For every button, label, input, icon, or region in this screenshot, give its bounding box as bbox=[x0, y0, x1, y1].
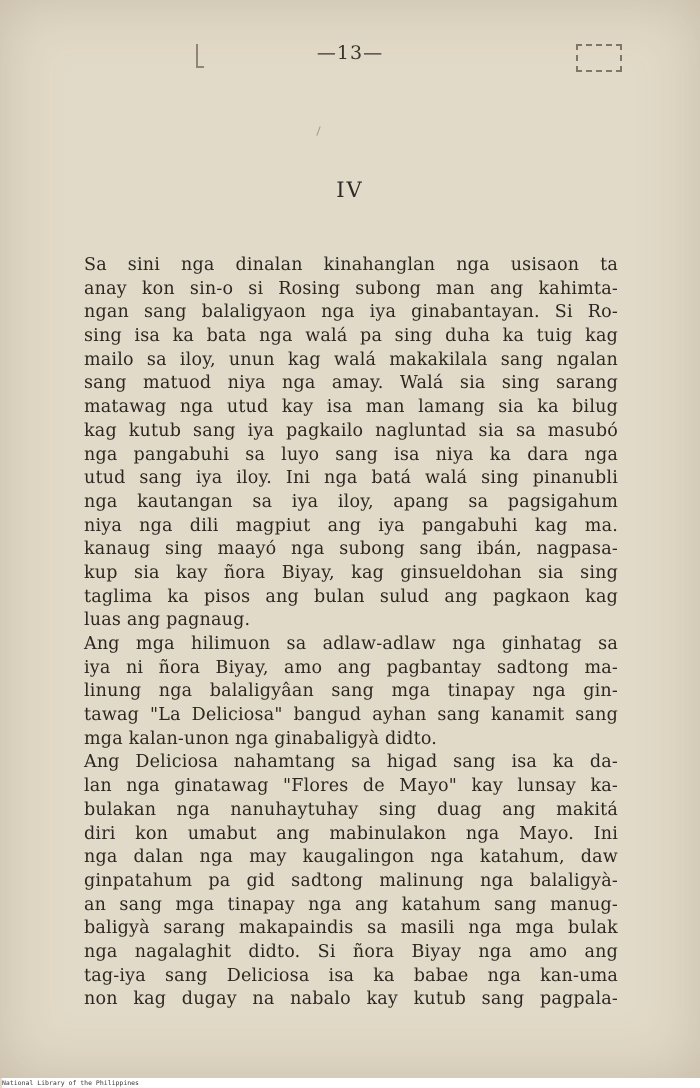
text-line: Ang mga hilimuon sa adlaw-adlaw nga ginhatag sa bbox=[84, 634, 618, 654]
text-line: diri kon umabut ang mabinulakon nga Mayo. Ini bbox=[84, 823, 618, 844]
library-stamp-icon bbox=[576, 44, 622, 72]
text-line: sing isa ka bata nga walá pa sing duha ka tuig kag bbox=[84, 326, 618, 347]
text-line: kanaug sing maayó nga subong sang ibán, nagpasa- bbox=[84, 539, 618, 560]
text-line: kup sia kay ñora Biyay, kag ginsueldohan sia sing bbox=[84, 562, 618, 583]
text-line: iya ni ñora Biyay, amo ang pagbantay sadtong ma- bbox=[84, 657, 618, 678]
text-line: mailo sa iloy, unun kag walá makakilala sang ngalan bbox=[84, 349, 618, 370]
text-line: luas ang pagnaug. bbox=[84, 610, 251, 631]
text-line: mga kalan-unon nga ginabaligyà didto. bbox=[84, 728, 438, 749]
text-line: lan nga ginatawag "Flores de Mayo" kay lunsay ka- bbox=[84, 776, 618, 797]
text-line: ginpatahum pa gid sadtong malinung nga balaligyà- bbox=[84, 870, 618, 891]
text-line: nga pangabuhi sa luyo sang isa niya ka dara nga bbox=[84, 444, 618, 465]
text-line: matawag nga utud kay isa man lamang sia ka bilug bbox=[84, 397, 618, 418]
text-line: ngan sang balaligyaon nga iya ginabantayan. Si Ro- bbox=[84, 302, 618, 323]
text-line: utud sang iya iloy. Ini nga batá walá sing pinanubli bbox=[84, 468, 618, 489]
text-line: Sa sini nga dinalan kinahanglan nga usisaon ta bbox=[84, 255, 618, 275]
footer-credit: National Library of the Philippines bbox=[2, 1078, 700, 1088]
paragraph-1 bbox=[84, 254, 618, 633]
paragraph-3 bbox=[84, 751, 618, 1012]
text-line: anay kon sin-o si Rosing subong man ang kahimta- bbox=[84, 278, 618, 299]
text-line: sang matuod niya nga amay. Walá sia sing sarang bbox=[84, 373, 618, 394]
text-line: nga nagalaghit didto. Si ñora Biyay nga amo ang bbox=[84, 941, 618, 962]
text-line: tag-iya sang Deliciosa isa ka babae nga kan-uma bbox=[84, 965, 618, 986]
text-line: Ang Deliciosa nahamtang sa higad sang isa ka da- bbox=[84, 752, 618, 773]
paragraph-2 bbox=[84, 633, 618, 751]
ink-mark bbox=[316, 126, 320, 136]
text-line: nga dalan nga may kaugalingon nga katahum, daw bbox=[84, 847, 618, 868]
text-line: an sang mga tinapay nga ang katahum sang manug- bbox=[84, 894, 618, 915]
body-text bbox=[84, 254, 618, 1012]
text-line: non kag dugay na nabalo kay kutub sang pagpala- bbox=[84, 989, 618, 1010]
text-line: tawag "La Deliciosa" bangud ayhan sang kanamit sang bbox=[84, 705, 618, 726]
text-line: niya nga dili magpiut ang iya pangabuhi kag ma. bbox=[84, 515, 618, 536]
text-line: kag kutub sang iya pagkailo nagluntad sia sa masubó bbox=[84, 420, 618, 441]
chapter-heading: IV bbox=[336, 178, 364, 202]
text-line: bulakan nga nanuhaytuhay sing duag ang makitá bbox=[84, 799, 618, 820]
text-line: baligyà sarang makapaindis sa masili nga mga bulak bbox=[84, 918, 618, 939]
page-number: —13— bbox=[316, 42, 384, 64]
text-line: linung nga balaligyâan sang mga tinapay nga gin- bbox=[84, 681, 618, 702]
text-line: taglima ka pisos ang bulan sulud ang pagkaon kag bbox=[84, 586, 618, 607]
text-line: nga kautangan sa iya iloy, apang sa pagsigahum bbox=[84, 491, 618, 512]
